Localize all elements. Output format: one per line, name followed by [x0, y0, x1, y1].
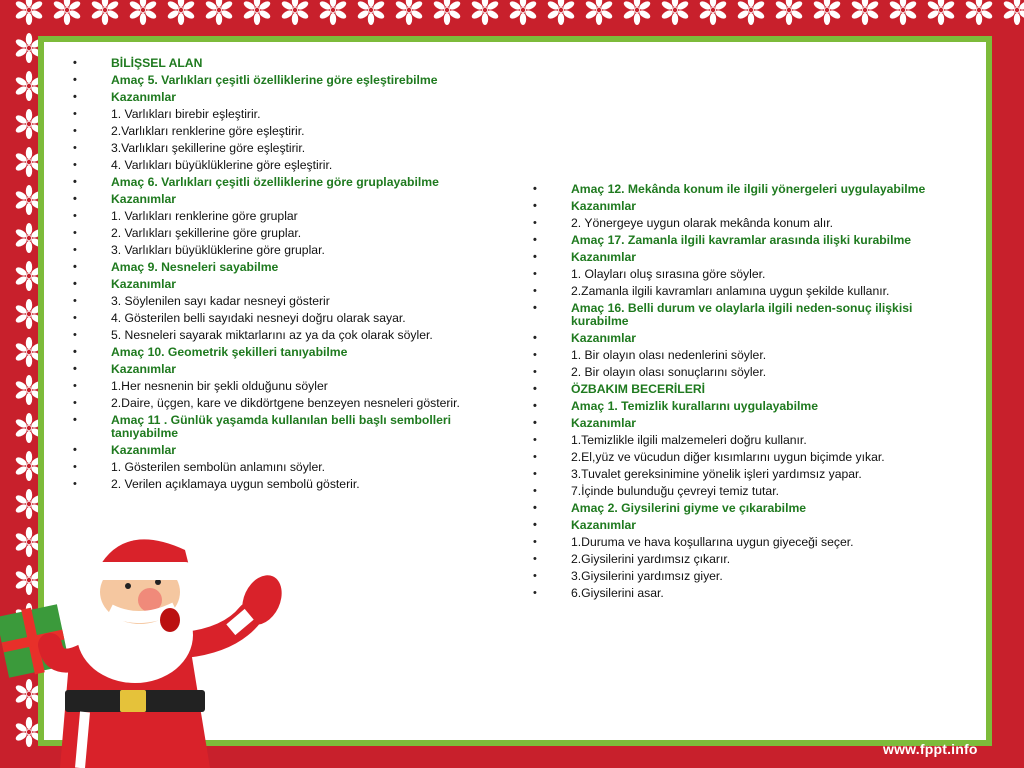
list-item: • Kazanımlar: [73, 278, 513, 292]
list-item: • 7.İçinde bulunduğu çevreyi temiz tutar.: [533, 485, 953, 499]
list-item: • 3.Tuvalet gereksinimine yönelik işleri yardımsız yapar.: [533, 468, 953, 482]
list-item: • Kazanımlar: [73, 363, 513, 377]
list-item: • Kazanımlar: [533, 519, 953, 533]
watermark-text: www.fppt.info: [883, 741, 978, 757]
list-item: • 2. Verilen açıklamaya uygun sembolü gösterir.: [73, 478, 513, 492]
list-item: • 1. Varlıkları renklerine göre gruplar: [73, 210, 513, 224]
list-item: • 5. Nesneleri sayarak miktarlarını az ya da çok olarak söyler.: [73, 329, 513, 343]
list-item: • Amaç 5. Varlıkları çeşitli özelliklerine göre eşleştirebilme: [73, 74, 513, 88]
list-item: • 1. Olayları oluş sırasına göre söyler.: [533, 268, 953, 282]
list-item: • 2. Varlıkları şekillerine göre gruplar.: [73, 227, 513, 241]
list-item: • Kazanımlar: [533, 417, 953, 431]
list-item: • Amaç 12. Mekânda konum ile ilgili yönergeleri uygulayabilme: [533, 183, 953, 197]
list-item: • 4. Gösterilen belli sayıdaki nesneyi doğru olarak sayar.: [73, 312, 513, 326]
list-item: • 4. Varlıkları büyüklüklerine göre eşleştirir.: [73, 159, 513, 173]
list-item: • Kazanımlar: [533, 332, 953, 346]
list-item: • Amaç 9. Nesneleri sayabilme: [73, 261, 513, 275]
left-bullet-list: [73, 57, 513, 495]
list-item: • 1. Bir olayın olası nedenlerini söyler.: [533, 349, 953, 363]
list-item: • Amaç 11 . Günlük yaşamda kullanılan belli başlı sembolleri tanıyabilme: [73, 414, 513, 441]
list-item: • 3. Söylenilen sayı kadar nesneyi gösterir: [73, 295, 513, 309]
list-item: • 2.El,yüz ve vücudun diğer kısımlarını uygun biçimde yıkar.: [533, 451, 953, 465]
right-bullet-list: [533, 183, 953, 604]
santa-claus-illustration: [0, 520, 300, 768]
list-item: • Amaç 10. Geometrik şekilleri tanıyabilme: [73, 346, 513, 360]
list-item: • 3. Varlıkları büyüklüklerine göre gruplar.: [73, 244, 513, 258]
list-item: • 1.Temizlikle ilgili malzemeleri doğru kullanır.: [533, 434, 953, 448]
list-item: • Amaç 1. Temizlik kurallarını uygulayabilme: [533, 400, 953, 414]
list-item: • Kazanımlar: [73, 193, 513, 207]
list-item: • 1. Varlıkları birebir eşleştirir.: [73, 108, 513, 122]
list-item: • 2.Zamanla ilgili kavramları anlamına uygun şekilde kullanır.: [533, 285, 953, 299]
list-item: • 2.Giysilerini yardımsız çıkarır.: [533, 553, 953, 567]
list-item: • 2.Varlıkları renklerine göre eşleştirir.: [73, 125, 513, 139]
list-item: • Amaç 17. Zamanla ilgili kavramlar arasında ilişki kurabilme: [533, 234, 953, 248]
list-item: • 1. Gösterilen sembolün anlamını söyler.: [73, 461, 513, 475]
list-item: • Kazanımlar: [533, 251, 953, 265]
list-item: • Kazanımlar: [533, 200, 953, 214]
list-item: • Kazanımlar: [73, 444, 513, 458]
list-item: • Amaç 2. Giysilerini giyme ve çıkarabilme: [533, 502, 953, 516]
list-item: • 2. Bir olayın olası sonuçlarını söyler.: [533, 366, 953, 380]
list-item: • 6.Giysilerini asar.: [533, 587, 953, 601]
list-item: • Kazanımlar: [73, 91, 513, 105]
list-item: • ÖZBAKIM BECERİLERİ: [533, 383, 953, 397]
list-item: • Amaç 6. Varlıkları çeşitli özelliklerine göre gruplayabilme: [73, 176, 513, 190]
list-item: • 3.Giysilerini yardımsız giyer.: [533, 570, 953, 584]
list-item: • 3.Varlıkları şekillerine göre eşleştirir.: [73, 142, 513, 156]
list-item: • 1.Duruma ve hava koşullarına uygun giyeceği seçer.: [533, 536, 953, 550]
list-item: • 2. Yönergeye uygun olarak mekânda konum alır.: [533, 217, 953, 231]
list-item: • BİLİŞSEL ALAN: [73, 57, 513, 71]
list-item: • 1.Her nesnenin bir şekli olduğunu söyler: [73, 380, 513, 394]
list-item: • 2.Daire, üçgen, kare ve dikdörtgene benzeyen nesneleri gösterir.: [73, 397, 513, 411]
list-item: • Amaç 16. Belli durum ve olaylarla ilgili neden-sonuç ilişkisi kurabilme: [533, 302, 953, 329]
